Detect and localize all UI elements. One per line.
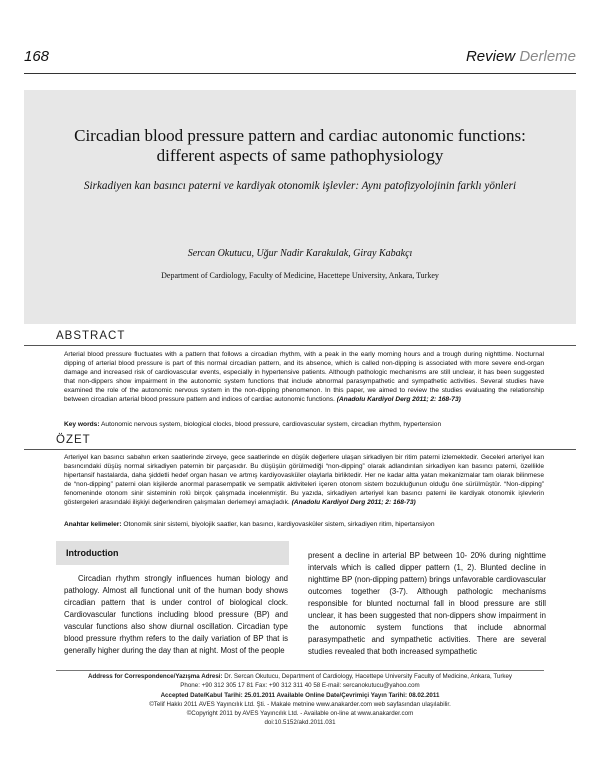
doi: doi:10.5152/akd.2011.031 xyxy=(264,719,336,726)
ozet-keywords xyxy=(64,520,544,529)
ozet-divider xyxy=(24,449,576,450)
abstract-citation: (Anadolu Kardiyol Derg 2011; 2: 168-73) xyxy=(336,396,461,404)
copyright-en: ©Copyright 2011 by AVES Yayıncılık Ltd. - Available on-line at www.anakarder.com xyxy=(186,710,414,717)
copyright-tr: ©Telif Hakkı 2011 AVES Yayıncılık Ltd. Şti. - Makale metnine www.anakarder.com web sayfasından ulaşılabilir. xyxy=(149,701,451,708)
section-label-en: Review xyxy=(465,48,516,65)
correspondence-line xyxy=(0,673,600,681)
keywords-label: Key words: xyxy=(64,421,100,428)
abstract-text xyxy=(64,350,544,405)
introduction-heading: Introduction xyxy=(56,541,289,565)
abstract-heading: ABSTRACT xyxy=(56,330,126,342)
anahtar-kelimeler-list: Otonomik sinir sistemi, biyolojik saatler, kan basıncı, kardiyovasküler sistem, sirkadiyen ritim, hipertansiyon xyxy=(123,521,435,528)
ozet-citation: (Anadolu Kardiyol Derg 2011; 2: 168-73) xyxy=(291,499,416,507)
article-title: Circadian blood pressure pattern and cardiac autonomic functions: different aspects of same pathophysiology xyxy=(74,126,526,165)
body-right-column: present a decline in arterial BP between 10- 20% during nighttime intervals which is called dipper pattern (1, 2). Blunted decline in nighttime BP (non-dipping pattern) brings unfavorable cardiovascular outcomes together (3-7). Although pathologic mechanisms responsible for blunted nocturnal fall in blood pressure are still unclear, it has been suggested that non-dippers show impairment in the autonomic system functions that include abnormal parasympathetic and sympathetic activities. There are several studies revealed that both increased sympathetic xyxy=(308,551,546,656)
keywords-list: Autonomic nervous system, biological clocks, blood pressure, cardiovascular system, circadian rhythm, hypertension xyxy=(101,421,442,428)
header-divider xyxy=(24,73,576,74)
correspondence-label: Address for Correspondence/Yazışma Adresi: xyxy=(87,673,223,680)
ozet-body: Arteriyel kan basıncı sabahın erken saatlerinde zirveye, gece saatlerinde en düşük değerlere ulaşan sirkadiyen bir ritim paterni izlemektedir. Geceleri arteriyel kan basıncındaki düşüş normal sirkadiyen paternin bir parçasıdır. Bu düşüşün görülmediği “non-dipping” olarak adlandırılan sirkadiyen kan basıncı paterni, özellikle hipertansif hastalarda, daha şiddetli hedef organ hasarı ve artmış kardiyovasküler olaylarla birliktedir. Her ne kadar altta yatan mekanizmalar tam olarak bilinmese de “non-dipping” paterni olan kişilerde anormal parasempatik ve sempatik aktiviteleri içeren otonom sistem bozukluğunun olduğu öne sürülmüştür. “Non-dipping” fenomeninde otonom sinir sisteminin rolü birçok çalışmada incelenmiştir. Bu yazıda, sirkadiyen arteriyel kan basıncı paterni ile kardiyak otonomik işlevlerin göstergeleri arasındaki ilişkiyi değerlendiren çalışmaları derlemeyi amaçladık. xyxy=(64,454,544,507)
title-block xyxy=(24,90,576,324)
ozet-text xyxy=(64,453,544,508)
dates-line: Accepted Date/Kabul Tarihi: 25.01.2011 Available Online Date/Çevrimiçi Yayın Tarihi: 08.02.2011 xyxy=(160,692,440,699)
abstract-body: Arterial blood pressure fluctuates with a pattern that follows a circadian rhythm, with a peak in the early morning hours and a trough during nighttime. Nocturnal dipping of arterial blood pressure is part of this normal circadian pattern, and its absence, which is called non-dipping is associated with more severe end-organ damage and increased risk of cardiovascular events, especially in hypertensive patients. Although pathologic mechanisms are still unclear, it has been suggested that non-dippers show impairment in the autonomic system functions that include abnormal parasympathetic and sympathetic activities. Several studies have examined the role of the autonomic nervous system in the non-dipping phenomenon. In this paper, we aimed to review the studies evaluating the relationship between circadian arterial blood pressure pattern and indices of cardiac autonomic functions. xyxy=(64,351,544,404)
author-list: Sercan Okutucu, Uğur Nadir Karakulak, Giray Kabakçı xyxy=(187,248,413,259)
contact-line: Phone: +90 312 305 17 81 Fax: +90 312 311 40 58 E-mail: sercanokutucu@yahoo.com xyxy=(180,682,420,689)
article-subtitle: Sirkadiyen kan basıncı paterni ve kardiyak otonomik işlevler: Aynı patofizyolojinin farklı yönleri xyxy=(83,180,517,192)
abstract-divider xyxy=(24,345,576,346)
affiliation: Department of Cardiology, Faculty of Medicine, Hacettepe University, Ankara, Turkey xyxy=(161,271,439,280)
section-label-tr: Derleme xyxy=(519,48,576,65)
abstract-keywords xyxy=(64,420,544,429)
correspondence-text: Dr. Sercan Okutucu, Department of Cardiology, Hacettepe University Faculty of Medicine, Ankara, Turkey xyxy=(224,673,513,680)
ozet-heading: ÖZET xyxy=(56,434,91,446)
anahtar-kelimeler-label: Anahtar kelimeler: xyxy=(64,521,122,528)
page-number: 168 xyxy=(24,48,50,65)
body-left-column: Circadian rhythm strongly influences human biology and pathology. Almost all functional unit of the human body shows circadian pattern that is under control of biological clock. Cardiovascular functions including blood pressure (BP) and vascular functions also show diurnal oscillation. Circadian type blood pressure rhythm refers to the daily variation of BP that is generally higher during the day than at night. Most of the people xyxy=(64,574,288,655)
footer-divider xyxy=(56,670,544,671)
section-label xyxy=(466,48,576,65)
